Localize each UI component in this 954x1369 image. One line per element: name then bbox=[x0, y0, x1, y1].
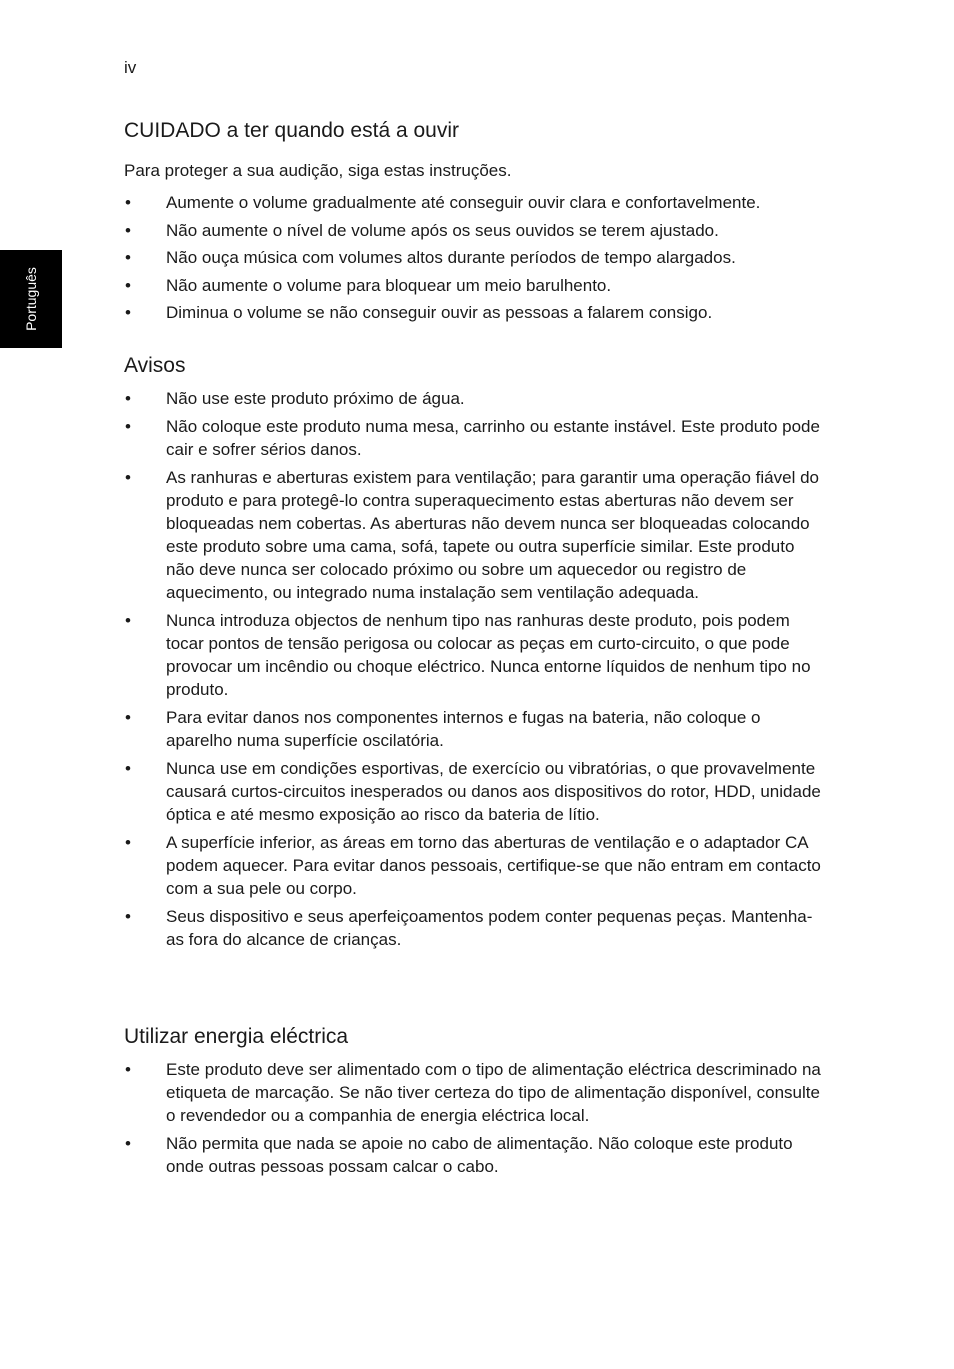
bullet-icon: • bbox=[125, 708, 131, 727]
list-item-text: Não aumente o volume para bloquear um meio barulhento. bbox=[166, 275, 612, 295]
bullet-icon: • bbox=[125, 275, 131, 295]
list-item bbox=[124, 706, 824, 752]
list-item-text: Não ouça música com volumes altos durante períodos de tempo alargados. bbox=[166, 248, 736, 267]
list-item bbox=[124, 274, 824, 297]
list-item bbox=[124, 757, 824, 826]
list-item-text: Diminua o volume se não conseguir ouvir as pessoas a falarem consigo. bbox=[166, 303, 713, 322]
bullet-list bbox=[124, 387, 824, 951]
bullet-icon: • bbox=[125, 417, 131, 436]
list-item bbox=[124, 1058, 824, 1127]
list-item bbox=[124, 831, 824, 900]
bullet-icon: • bbox=[125, 611, 131, 630]
list-item bbox=[124, 246, 824, 269]
list-item-text: Este produto deve ser alimentado com o tipo de alimentação eléctrica descriminado na etiqueta de marcação. Se não tiver certeza do tipo de alimentação disponível, consulte o revendedor ou a companhia de energia eléctrica local. bbox=[166, 1060, 821, 1125]
section-warnings bbox=[124, 353, 824, 956]
list-item bbox=[124, 905, 824, 951]
list-item bbox=[124, 1132, 824, 1178]
list-item-text: Não use este produto próximo de água. bbox=[166, 389, 465, 408]
section-listening-caution bbox=[124, 118, 824, 329]
section-heading: CUIDADO a ter quando está a ouvir bbox=[124, 119, 459, 142]
language-side-tab-label: Português bbox=[23, 267, 39, 331]
bullet-icon: • bbox=[125, 248, 131, 267]
bullet-icon: • bbox=[125, 1060, 131, 1079]
list-item-text: Não coloque este produto numa mesa, carrinho ou estante instável. Este produto pode cair e sofrer sérios danos. bbox=[166, 417, 820, 459]
list-item-text: A superfície inferior, as áreas em torno das aberturas de ventilação e o adaptador CA podem aquecer. Para evitar danos pessoais, certifique-se que não entram em contacto com a sua pele ou corpo. bbox=[166, 833, 821, 898]
list-item-text: Nunca use em condições esportivas, de exercício ou vibratórias, o que provavelmente causará curtos-circuitos inesperados ou danos aos dispositivos do rotor, HDD, unidade óptica e até mesmo exposição ao risco da bateria de lítio. bbox=[166, 759, 821, 824]
bullet-icon: • bbox=[125, 303, 131, 322]
list-item bbox=[124, 191, 824, 214]
list-item-text: As ranhuras e aberturas existem para ventilação; para garantir uma operação fiável do produto e para protegê-lo contra superaquecimento estas aberturas não devem ser bloqueadas nem cobertas. As aberturas não devem nunca ser bloqueadas colocando este produto sobre uma cama, sofá, tapete ou outra superfície similar. Este produto não deve nunca ser colocado próximo ou sobre um aquecedor ou registro de aquecimento, ou integrado numa instalação sem ventilação adequada. bbox=[166, 468, 819, 602]
list-item bbox=[124, 387, 824, 410]
bullet-icon: • bbox=[125, 1134, 131, 1153]
list-item bbox=[124, 415, 824, 461]
bullet-icon: • bbox=[125, 220, 131, 240]
list-item-text: Para evitar danos nos componentes internos e fugas na bateria, não coloque o aparelho numa superfície oscilatória. bbox=[166, 708, 761, 750]
bullet-icon: • bbox=[125, 833, 131, 852]
list-item-text: Não aumente o nível de volume após os seus ouvidos se terem ajustado. bbox=[166, 220, 719, 240]
bullet-list bbox=[124, 1058, 824, 1178]
list-item bbox=[124, 609, 824, 701]
section-heading: Avisos bbox=[124, 354, 186, 377]
list-item-text: Não permita que nada se apoie no cabo de alimentação. Não coloque este produto onde outras pessoas possam calcar o cabo. bbox=[166, 1134, 793, 1176]
list-item-text: Seus dispositivo e seus aperfeiçoamentos podem conter pequenas peças. Mantenha-as fora do alcance de crianças. bbox=[166, 907, 813, 949]
bullet-icon: • bbox=[125, 468, 131, 487]
bullet-list bbox=[124, 191, 824, 324]
list-item-text: Nunca introduza objectos de nenhum tipo nas ranhuras deste produto, pois podem tocar pontos de tensão perigosa ou colocar as peças em curto-circuito, o que pode provocar um incêndio ou choque eléctrico. Nunca entorne líquidos de nenhum tipo no produto. bbox=[166, 611, 811, 699]
bullet-icon: • bbox=[125, 907, 131, 926]
section-electrical-power bbox=[124, 1024, 824, 1183]
list-item bbox=[124, 466, 824, 604]
page-number: iv bbox=[124, 58, 137, 77]
section-intro: Para proteger a sua audição, siga estas instruções. bbox=[124, 161, 512, 180]
bullet-icon: • bbox=[125, 759, 131, 778]
list-item bbox=[124, 301, 824, 324]
list-item bbox=[124, 219, 824, 242]
language-side-tab bbox=[0, 250, 62, 348]
bullet-icon: • bbox=[125, 389, 131, 408]
section-heading: Utilizar energia eléctrica bbox=[124, 1025, 349, 1048]
bullet-icon: • bbox=[125, 193, 131, 212]
list-item-text: Aumente o volume gradualmente até conseguir ouvir clara e confortavelmente. bbox=[166, 193, 761, 212]
